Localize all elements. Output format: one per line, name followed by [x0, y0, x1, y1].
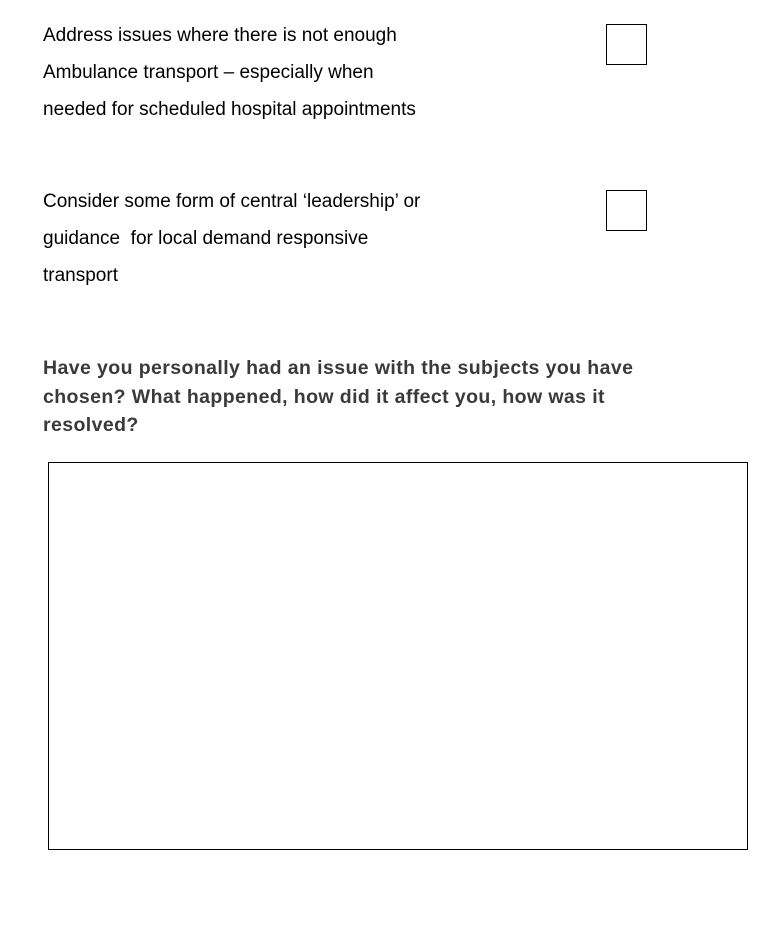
- option-1-label-line: Ambulance transport – especially when: [43, 62, 374, 83]
- option-2-label-line: guidance for local demand responsive: [43, 228, 369, 249]
- option-1-label-line: needed for scheduled hospital appointments: [43, 99, 416, 120]
- question-line: resolved?: [43, 414, 139, 436]
- answer-textbox[interactable]: [48, 462, 748, 850]
- option-2-label-line: transport: [43, 265, 118, 286]
- option-1-label-line: Address issues where there is not enough: [43, 25, 397, 46]
- option-2-label: [43, 183, 420, 294]
- option-1-checkbox[interactable]: [606, 24, 647, 65]
- question-line: chosen? What happened, how did it affect you, how was it: [43, 385, 605, 408]
- question-heading: [43, 354, 703, 440]
- option-1-label: [43, 17, 416, 128]
- question-line: Have you personally had an issue with the subjects you have: [43, 357, 634, 379]
- option-2-checkbox[interactable]: [606, 190, 647, 231]
- option-2-label-line: Consider some form of central ‘leadership’ or: [43, 191, 421, 212]
